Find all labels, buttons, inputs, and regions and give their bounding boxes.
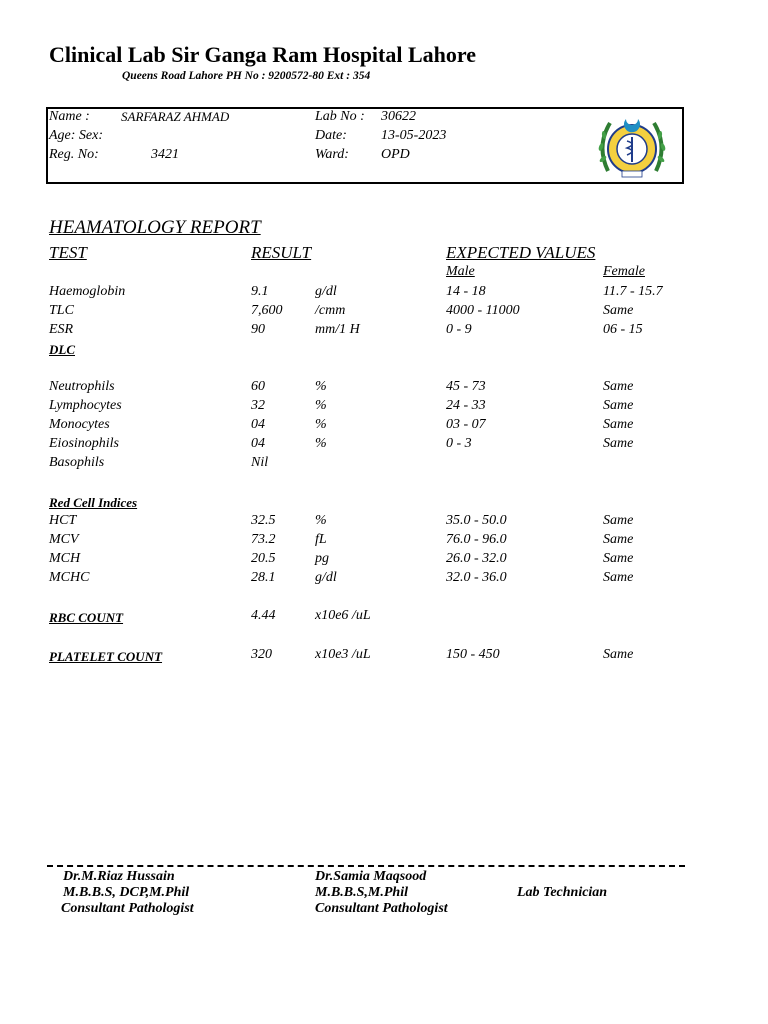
test-result: 28.1 — [251, 570, 276, 585]
range-male: 4000 - 11000 — [446, 303, 520, 318]
reg-no-value: 3421 — [151, 147, 179, 162]
test-result: 73.2 — [251, 532, 276, 547]
test-result: 32.5 — [251, 513, 276, 528]
col-header-male: Male — [446, 264, 475, 279]
doctor-1-name: Dr.M.Riaz Hussain — [63, 869, 175, 884]
reg-no-label: Reg. No: — [49, 147, 99, 162]
test-result: 60 — [251, 379, 265, 394]
doctor-1-qualification: M.B.B.S, DCP,M.Phil — [63, 885, 190, 900]
test-unit: x10e6 /uL — [315, 608, 371, 623]
test-name: Monocytes — [49, 417, 110, 432]
range-male: 76.0 - 96.0 — [446, 532, 507, 547]
test-unit: g/dl — [315, 284, 337, 299]
test-name: Neutrophils — [49, 379, 115, 394]
test-result: 320 — [251, 647, 272, 662]
test-result: 32 — [251, 398, 265, 413]
test-name: Haemoglobin — [49, 284, 126, 299]
col-header-result: RESULT — [251, 243, 312, 262]
test-result: 04 — [251, 436, 265, 451]
test-result: 4.44 — [251, 608, 276, 623]
test-result: 20.5 — [251, 551, 276, 566]
test-result: 7,600 — [251, 303, 283, 318]
doctor-2-qualification: M.B.B.S,M.Phil — [315, 885, 408, 900]
col-header-test: TEST — [49, 243, 87, 262]
range-female: 11.7 - 15.7 — [603, 284, 663, 299]
range-male: 35.0 - 50.0 — [446, 513, 507, 528]
lab-technician-label: Lab Technician — [517, 885, 608, 900]
doctor-2-name: Dr.Samia Maqsood — [315, 869, 427, 884]
ward-label: Ward: — [315, 147, 349, 162]
name-label: Name : — [49, 109, 90, 124]
age-sex-label: Age: Sex: — [49, 128, 104, 143]
test-result: 04 — [251, 417, 265, 432]
range-female: Same — [603, 513, 634, 528]
range-male: 14 - 18 — [446, 284, 486, 299]
range-female: Same — [603, 379, 634, 394]
range-female: Same — [603, 417, 634, 432]
date-label: Date: — [315, 128, 347, 143]
range-female: Same — [603, 303, 634, 318]
range-male: 32.0 - 36.0 — [446, 570, 507, 585]
lab-no-value: 30622 — [381, 109, 416, 124]
section-red-cell-indices: Red Cell Indices — [49, 495, 138, 510]
test-unit: /cmm — [315, 303, 346, 318]
range-male: 03 - 07 — [446, 417, 486, 432]
ward-value: OPD — [381, 147, 410, 162]
test-unit: mm/1 H — [315, 322, 360, 337]
test-unit: % — [315, 417, 327, 432]
test-result: Nil — [251, 455, 269, 470]
doctor-2-title: Consultant Pathologist — [315, 901, 448, 916]
test-unit: % — [315, 398, 327, 413]
test-result: 90 — [251, 322, 265, 337]
doctor-1-title: Consultant Pathologist — [61, 901, 194, 916]
test-name: TLC — [49, 303, 74, 318]
test-name-platelet-count: PLATELET COUNT — [49, 649, 163, 664]
test-unit: pg — [315, 551, 329, 566]
test-unit: g/dl — [315, 570, 337, 585]
col-header-expected: EXPECTED VALUES — [446, 243, 596, 262]
lab-address: Queens Road Lahore PH No : 9200572-80 Ext : 354 — [122, 70, 371, 82]
test-name: MCH — [49, 551, 81, 566]
range-female: Same — [603, 551, 634, 566]
section-dlc: DLC — [49, 342, 75, 357]
range-female: Same — [603, 532, 634, 547]
hospital-emblem-icon — [594, 111, 670, 181]
patient-name: SARFARAZ AHMAD — [121, 109, 230, 124]
lab-title: Clinical Lab Sir Ganga Ram Hospital Lahore — [49, 42, 477, 67]
test-unit: % — [315, 436, 327, 451]
col-header-female: Female — [603, 264, 645, 279]
range-female: 06 - 15 — [603, 322, 643, 337]
test-unit: fL — [315, 532, 327, 547]
range-female: Same — [603, 570, 634, 585]
test-result: 9.1 — [251, 284, 269, 299]
test-name: HCT — [49, 513, 77, 528]
test-name-rbc-count: RBC COUNT — [49, 610, 124, 625]
test-unit: x10e3 /uL — [315, 647, 371, 662]
range-male: 0 - 9 — [446, 322, 472, 337]
range-female: Same — [603, 398, 634, 413]
range-female: Same — [603, 436, 634, 451]
range-male: 26.0 - 32.0 — [446, 551, 507, 566]
signature-line — [47, 865, 685, 867]
range-female: Same — [603, 647, 634, 662]
lab-no-label: Lab No : — [315, 109, 365, 124]
range-male: 0 - 3 — [446, 436, 472, 451]
test-name: Basophils — [49, 455, 105, 470]
range-male: 45 - 73 — [446, 379, 486, 394]
test-name: Lymphocytes — [49, 398, 122, 413]
test-name: Eiosinophils — [49, 436, 120, 451]
test-name: ESR — [49, 322, 74, 337]
test-name: MCV — [49, 532, 79, 547]
report-title: HEAMATOLOGY REPORT — [49, 217, 261, 238]
test-name: MCHC — [49, 570, 90, 585]
range-male: 150 - 450 — [446, 647, 500, 662]
date-value: 13-05-2023 — [381, 128, 447, 143]
test-unit: % — [315, 379, 327, 394]
test-unit: % — [315, 513, 327, 528]
range-male: 24 - 33 — [446, 398, 486, 413]
